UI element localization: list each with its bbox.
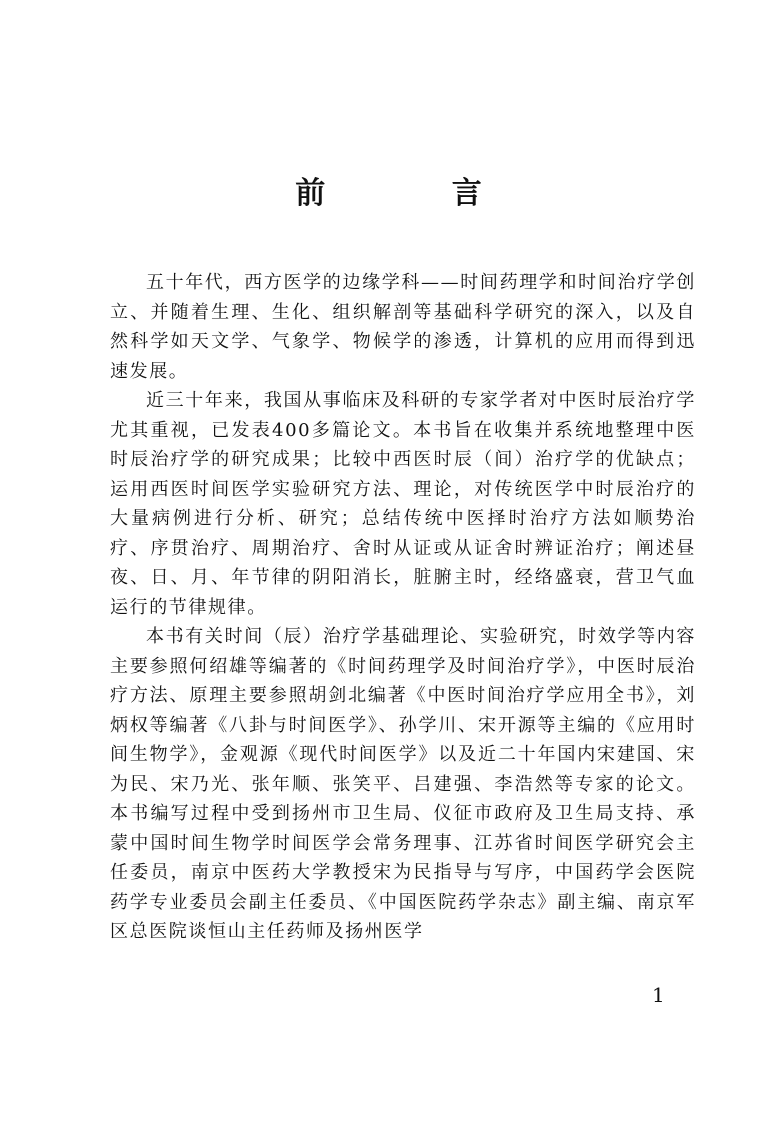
paragraph-1: 五十年代，西方医学的边缘学科——时间药理学和时间治疗学创立、并随着生理、生化、组织解剖等基础科学研究的深入，以及自然科学如天文学、气象学、物候学的渗透，计算机的应用而得到迅速发展。 [110, 272, 696, 382]
paragraph-2: 近三十年来，我国从事临床及科研的专家学者对中医时辰治疗学尤其重视，已发表400多篇论文。本书旨在收集并系统地整理中医时辰治疗学的研究成果；比较中西医时辰（间）治疗学的优缺点；运用西医时间医学实验研究方法、理论，对传统医学中时辰治疗的大量病例进行分析、研究；总结传统中医择时治疗方法如顺势治疗、序贯治疗、周期治疗、舍时从证或从证舍时辨证治疗；阐述昼夜、日、月、年节律的阴阳消长，脏腑主时，经络盛衰，营卫气血运行的节律规律。 [110, 390, 696, 618]
preface-body [110, 268, 696, 947]
page-title: 前 言 [295, 176, 540, 211]
page-number: 1 [652, 983, 665, 1007]
paragraph-3: 本书有关时间（辰）治疗学基础理论、实验研究，时效学等内容主要参照何绍雄等编著的《时间药理学及时间治疗学》，中医时辰治疗方法、原理主要参照胡剑北编著《中医时间治疗学应用全书》，刘炳权等编著《八卦与时间医学》、孙学川、宋开源等主编的《应用时间生物学》，金观源《现代时间医学》以及近二十年国内宋建国、宋为民、宋乃光、张年顺、张笑平、吕建强、李浩然等专家的论文。本书编写过程中受到扬州市卫生局、仪征市政府及卫生局支持、承蒙中国时间生物学时间医学会常务理事、江苏省时间医学研究会主任委员，南京中医药大学教授宋为民指导与写序，中国药学会医院药学专业委员会副主任委员、《中国医院药学杂志》副主编、南京军区总医院谈恒山主任药师及扬州医学 [110, 626, 696, 942]
